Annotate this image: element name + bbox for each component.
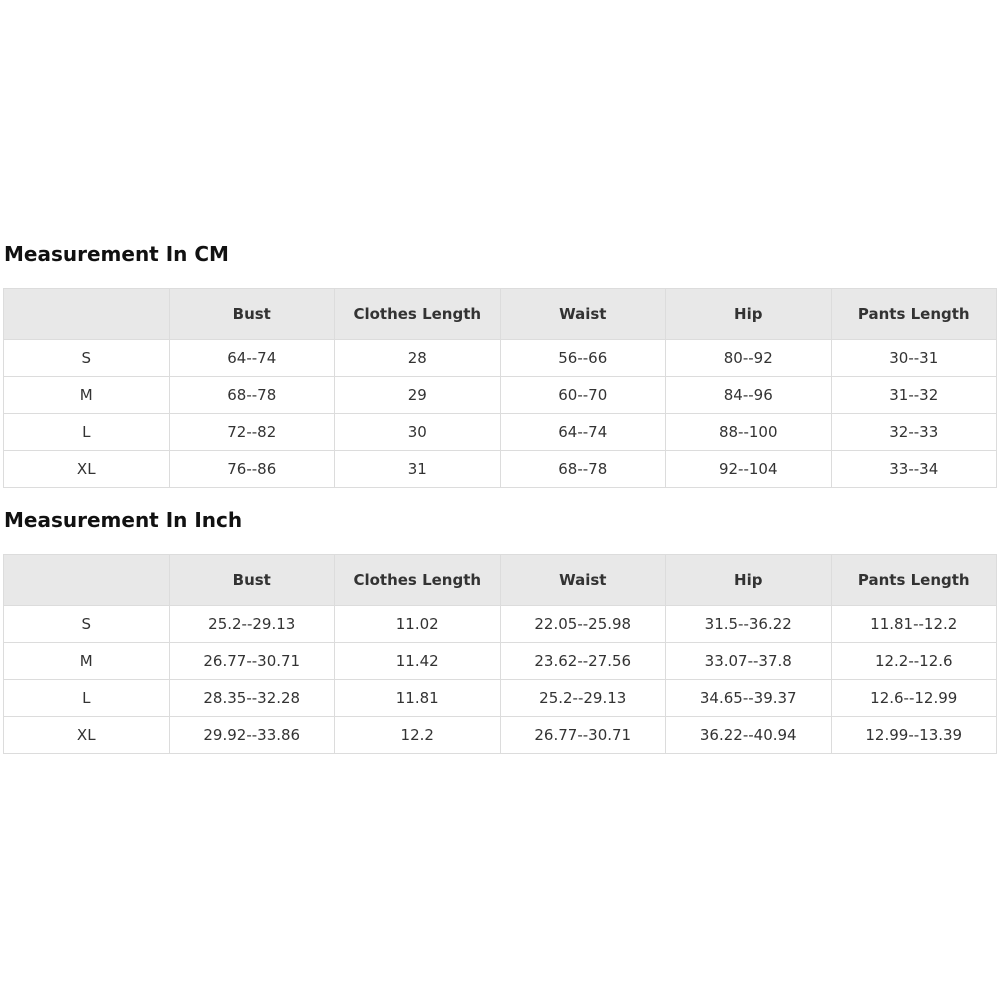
bust-cell: 68--78 — [169, 377, 335, 414]
table-row — [4, 606, 997, 643]
hip-cell: 34.65--39.37 — [666, 680, 832, 717]
inch-section-title: Measurement In Inch — [4, 508, 243, 532]
pants-length-cell: 31--32 — [831, 377, 997, 414]
bust-cell: 76--86 — [169, 451, 335, 488]
clothes-length-cell: 11.81 — [335, 680, 501, 717]
hip-cell: 80--92 — [666, 340, 832, 377]
table-row — [4, 340, 997, 377]
pants-length-cell: 12.99--13.39 — [831, 717, 997, 754]
pants-length-cell: 12.2--12.6 — [831, 643, 997, 680]
waist-cell: 22.05--25.98 — [500, 606, 666, 643]
pants-length-cell: 33--34 — [831, 451, 997, 488]
cm-size-table — [3, 288, 997, 488]
bust-cell: 25.2--29.13 — [169, 606, 335, 643]
header-cell-waist: Waist — [500, 555, 666, 606]
size-cell: XL — [4, 451, 170, 488]
header-cell-bust: Bust — [169, 555, 335, 606]
waist-cell: 60--70 — [500, 377, 666, 414]
clothes-length-cell: 29 — [335, 377, 501, 414]
size-cell: M — [4, 377, 170, 414]
hip-cell: 36.22--40.94 — [666, 717, 832, 754]
hip-cell: 31.5--36.22 — [666, 606, 832, 643]
inch-size-table — [3, 554, 997, 754]
bust-cell: 28.35--32.28 — [169, 680, 335, 717]
table-row — [4, 680, 997, 717]
clothes-length-cell: 11.42 — [335, 643, 501, 680]
table-row — [4, 414, 997, 451]
table-row — [4, 377, 997, 414]
waist-cell: 23.62--27.56 — [500, 643, 666, 680]
pants-length-cell: 12.6--12.99 — [831, 680, 997, 717]
clothes-length-cell: 28 — [335, 340, 501, 377]
header-cell-bust: Bust — [169, 289, 335, 340]
waist-cell: 26.77--30.71 — [500, 717, 666, 754]
size-cell: S — [4, 606, 170, 643]
clothes-length-cell: 31 — [335, 451, 501, 488]
header-cell-size — [4, 289, 170, 340]
size-cell: M — [4, 643, 170, 680]
pants-length-cell: 30--31 — [831, 340, 997, 377]
table-row — [4, 451, 997, 488]
size-cell: L — [4, 680, 170, 717]
clothes-length-cell: 30 — [335, 414, 501, 451]
bust-cell: 29.92--33.86 — [169, 717, 335, 754]
header-cell-hip: Hip — [666, 555, 832, 606]
size-cell: S — [4, 340, 170, 377]
size-cell: L — [4, 414, 170, 451]
size-cell: XL — [4, 717, 170, 754]
pants-length-cell: 11.81--12.2 — [831, 606, 997, 643]
clothes-length-cell: 12.2 — [335, 717, 501, 754]
table-row — [4, 643, 997, 680]
header-cell-pants-length: Pants Length — [831, 555, 997, 606]
waist-cell: 68--78 — [500, 451, 666, 488]
pants-length-cell: 32--33 — [831, 414, 997, 451]
header-cell-size — [4, 555, 170, 606]
bust-cell: 72--82 — [169, 414, 335, 451]
header-cell-clothes-length: Clothes Length — [335, 555, 501, 606]
header-cell-hip: Hip — [666, 289, 832, 340]
waist-cell: 25.2--29.13 — [500, 680, 666, 717]
table-row — [4, 717, 997, 754]
header-cell-waist: Waist — [500, 289, 666, 340]
cm-section-title: Measurement In CM — [4, 242, 229, 266]
hip-cell: 84--96 — [666, 377, 832, 414]
header-cell-clothes-length: Clothes Length — [335, 289, 501, 340]
table-header-row — [4, 555, 997, 606]
waist-cell: 64--74 — [500, 414, 666, 451]
header-cell-pants-length: Pants Length — [831, 289, 997, 340]
clothes-length-cell: 11.02 — [335, 606, 501, 643]
hip-cell: 92--104 — [666, 451, 832, 488]
table-header-row — [4, 289, 997, 340]
bust-cell: 64--74 — [169, 340, 335, 377]
hip-cell: 33.07--37.8 — [666, 643, 832, 680]
hip-cell: 88--100 — [666, 414, 832, 451]
bust-cell: 26.77--30.71 — [169, 643, 335, 680]
waist-cell: 56--66 — [500, 340, 666, 377]
